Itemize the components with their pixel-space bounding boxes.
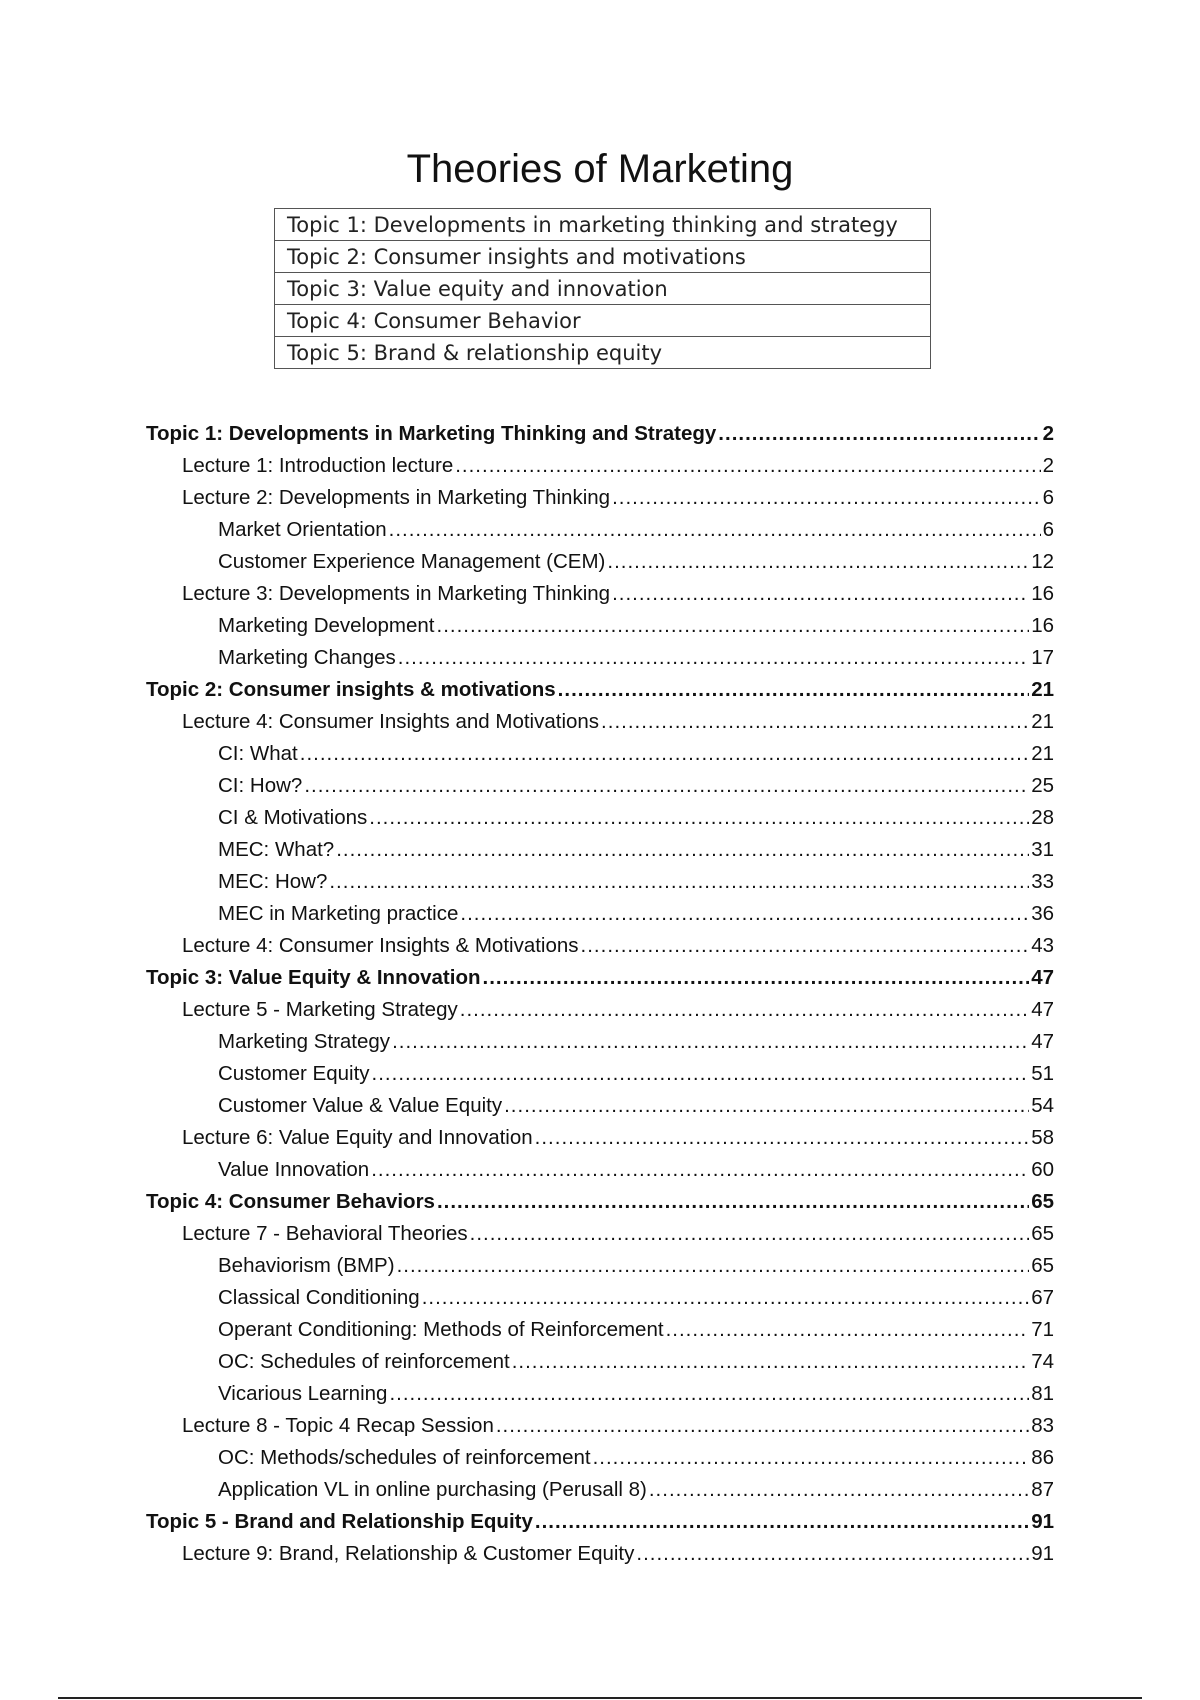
toc-entry[interactable] (146, 802, 1054, 834)
toc-page-number: 60 (1031, 1158, 1054, 1181)
toc-dot-leader (460, 994, 1029, 1026)
topics-table-cell: Topic 2: Consumer insights and motivations (275, 241, 931, 273)
toc-entry[interactable] (146, 1442, 1054, 1474)
toc-entry-title: Classical Conditioning (218, 1286, 420, 1309)
toc-dot-leader (389, 1378, 1029, 1410)
toc-entry[interactable] (146, 418, 1054, 450)
toc-page-number: 16 (1031, 614, 1054, 637)
toc-entry[interactable] (146, 1250, 1054, 1282)
toc-entry-title: Marketing Development (218, 614, 435, 637)
toc-entry-title: Lecture 2: Developments in Marketing Thinking (182, 486, 611, 509)
toc-dot-leader (389, 514, 1041, 546)
toc-entry-title: Marketing Changes (218, 646, 396, 669)
toc-dot-leader (397, 1250, 1030, 1282)
footer-divider (58, 1697, 1142, 1699)
toc-entry[interactable] (146, 546, 1054, 578)
toc-dot-leader (304, 770, 1029, 802)
toc-page-number: 2 (1042, 454, 1054, 477)
toc-page-number: 28 (1031, 806, 1054, 829)
toc-dot-leader (329, 866, 1029, 898)
toc-page-number: 33 (1031, 870, 1054, 893)
toc-entry-title: CI & Motivations (218, 806, 368, 829)
topics-table-cell: Topic 4: Consumer Behavior (275, 305, 931, 337)
toc-dot-leader (512, 1346, 1029, 1378)
toc-entry[interactable] (146, 1506, 1054, 1538)
toc-entry[interactable] (146, 674, 1054, 706)
toc-entry-title: MEC: What? (218, 838, 335, 861)
toc-entry-title: Lecture 4: Consumer Insights and Motivations (182, 710, 600, 733)
toc-dot-leader (601, 706, 1029, 738)
toc-entry[interactable] (146, 706, 1054, 738)
toc-dot-leader (398, 642, 1029, 674)
toc-dot-leader (607, 546, 1029, 578)
toc-entry[interactable] (146, 1154, 1054, 1186)
toc-entry[interactable] (146, 1410, 1054, 1442)
toc-page-number: 65 (1031, 1254, 1054, 1277)
toc-entry[interactable] (146, 994, 1054, 1026)
toc-dot-leader (336, 834, 1029, 866)
toc-dot-leader (593, 1442, 1030, 1474)
toc-dot-leader (437, 1186, 1029, 1218)
toc-page-number: 83 (1031, 1414, 1054, 1437)
toc-dot-leader (437, 610, 1030, 642)
toc-entry[interactable] (146, 1186, 1054, 1218)
toc-dot-leader (483, 962, 1030, 994)
toc-page-number: 87 (1031, 1478, 1054, 1501)
toc-entry[interactable] (146, 1026, 1054, 1058)
toc-entry-title: CI: What (218, 742, 298, 765)
toc-dot-leader (612, 482, 1041, 514)
toc-page-number: 65 (1031, 1190, 1054, 1213)
topics-table-cell: Topic 3: Value equity and innovation (275, 273, 931, 305)
toc-entry[interactable] (146, 1122, 1054, 1154)
toc-page-number: 91 (1031, 1510, 1054, 1533)
toc-entry-title: Lecture 5 - Marketing Strategy (182, 998, 458, 1021)
toc-entry[interactable] (146, 1090, 1054, 1122)
toc-dot-leader (372, 1058, 1030, 1090)
toc-entry-title: Behaviorism (BMP) (218, 1254, 395, 1277)
toc-entry-title: MEC in Marketing practice (218, 902, 459, 925)
toc-page-number: 12 (1031, 550, 1054, 573)
toc-entry-title: Lecture 7 - Behavioral Theories (182, 1222, 468, 1245)
toc-entry[interactable] (146, 1218, 1054, 1250)
table-of-contents (146, 418, 1054, 1570)
toc-page-number: 47 (1031, 966, 1054, 989)
toc-page-number: 65 (1031, 1222, 1054, 1245)
toc-page-number: 67 (1031, 1286, 1054, 1309)
toc-entry[interactable] (146, 898, 1054, 930)
toc-entry-title: Operant Conditioning: Methods of Reinforcement (218, 1318, 664, 1341)
toc-entry[interactable] (146, 738, 1054, 770)
toc-entry[interactable] (146, 930, 1054, 962)
toc-entry-title: Lecture 1: Introduction lecture (182, 454, 454, 477)
toc-page-number: 21 (1031, 742, 1054, 765)
toc-entry[interactable] (146, 482, 1054, 514)
toc-entry-title: Customer Equity (218, 1062, 370, 1085)
toc-page-number: 31 (1031, 838, 1054, 861)
toc-page-number: 16 (1031, 582, 1054, 605)
toc-page-number: 81 (1031, 1382, 1054, 1405)
toc-entry-title: Lecture 4: Consumer Insights & Motivations (182, 934, 579, 957)
toc-entry-title: Lecture 8 - Topic 4 Recap Session (182, 1414, 494, 1437)
topics-table-row (275, 209, 931, 241)
toc-entry-title: Topic 3: Value Equity & Innovation (146, 966, 481, 989)
toc-page-number: 74 (1031, 1350, 1054, 1373)
toc-dot-leader (392, 1026, 1029, 1058)
toc-dot-leader (300, 738, 1029, 770)
toc-dot-leader (470, 1218, 1030, 1250)
toc-entry-title: Customer Experience Management (CEM) (218, 550, 606, 573)
toc-dot-leader (636, 1538, 1029, 1570)
toc-dot-leader (455, 450, 1040, 482)
toc-page-number: 47 (1031, 1030, 1054, 1053)
toc-entry-title: Lecture 9: Brand, Relationship & Customer Equity (182, 1542, 635, 1565)
toc-dot-leader (649, 1474, 1029, 1506)
toc-entry[interactable] (146, 1058, 1054, 1090)
toc-entry[interactable] (146, 610, 1054, 642)
toc-entry[interactable] (146, 1314, 1054, 1346)
toc-dot-leader (371, 1154, 1029, 1186)
toc-entry[interactable] (146, 1538, 1054, 1570)
toc-entry[interactable] (146, 834, 1054, 866)
toc-entry[interactable] (146, 450, 1054, 482)
toc-entry-title: Vicarious Learning (218, 1382, 388, 1405)
toc-page-number: 54 (1031, 1094, 1054, 1117)
toc-dot-leader (422, 1282, 1030, 1314)
toc-dot-leader (535, 1506, 1029, 1538)
toc-entry-title: Topic 1: Developments in Marketing Thinking and Strategy (146, 422, 717, 445)
toc-dot-leader (612, 578, 1029, 610)
topics-table-row (275, 305, 931, 337)
toc-page-number: 17 (1031, 646, 1054, 669)
toc-page-number: 25 (1031, 774, 1054, 797)
toc-page-number: 43 (1031, 934, 1054, 957)
topics-table-row (275, 241, 931, 273)
toc-dot-leader (504, 1090, 1029, 1122)
toc-page-number: 6 (1042, 518, 1054, 541)
toc-entry[interactable] (146, 514, 1054, 546)
toc-dot-leader (718, 418, 1040, 450)
toc-entry[interactable] (146, 578, 1054, 610)
toc-entry-title: OC: Methods/schedules of reinforcement (218, 1446, 591, 1469)
toc-page-number: 47 (1031, 998, 1054, 1021)
toc-entry[interactable] (146, 962, 1054, 994)
toc-entry[interactable] (146, 1474, 1054, 1506)
toc-entry[interactable] (146, 770, 1054, 802)
toc-entry-title: Customer Value & Value Equity (218, 1094, 503, 1117)
toc-entry[interactable] (146, 1378, 1054, 1410)
toc-page-number: 51 (1031, 1062, 1054, 1085)
topics-table-row (275, 273, 931, 305)
toc-dot-leader (460, 898, 1029, 930)
toc-entry[interactable] (146, 1346, 1054, 1378)
toc-page-number: 2 (1042, 422, 1054, 445)
toc-dot-leader (666, 1314, 1030, 1346)
toc-page-number: 36 (1031, 902, 1054, 925)
toc-entry-title: OC: Schedules of reinforcement (218, 1350, 510, 1373)
document-title: Theories of Marketing (406, 147, 794, 191)
toc-dot-leader (535, 1122, 1030, 1154)
toc-entry-title: Application VL in online purchasing (Perusall 8) (218, 1478, 647, 1501)
topics-table-cell: Topic 5: Brand & relationship equity (275, 337, 931, 369)
toc-page-number: 86 (1031, 1446, 1054, 1469)
topics-table-row (275, 337, 931, 369)
toc-entry-title: Topic 4: Consumer Behaviors (146, 1190, 435, 1213)
toc-page-number: 58 (1031, 1126, 1054, 1149)
toc-dot-leader (558, 674, 1030, 706)
toc-entry-title: CI: How? (218, 774, 303, 797)
toc-entry[interactable] (146, 642, 1054, 674)
toc-entry-title: Lecture 6: Value Equity and Innovation (182, 1126, 533, 1149)
toc-entry-title: Lecture 3: Developments in Marketing Thinking (182, 582, 611, 605)
toc-entry-title: Topic 2: Consumer insights & motivations (146, 678, 556, 701)
toc-entry-title: Value Innovation (218, 1158, 370, 1181)
toc-dot-leader (496, 1410, 1029, 1442)
toc-page-number: 21 (1031, 710, 1054, 733)
toc-entry-title: MEC: How? (218, 870, 328, 893)
toc-dot-leader (369, 802, 1029, 834)
toc-page-number: 71 (1031, 1318, 1054, 1341)
toc-entry-title: Topic 5 - Brand and Relationship Equity (146, 1510, 533, 1533)
toc-entry-title: Marketing Strategy (218, 1030, 391, 1053)
toc-entry[interactable] (146, 866, 1054, 898)
toc-entry-title: Market Orientation (218, 518, 387, 541)
toc-dot-leader (581, 930, 1030, 962)
toc-entry[interactable] (146, 1282, 1054, 1314)
toc-page-number: 21 (1031, 678, 1054, 701)
toc-page-number: 6 (1042, 486, 1054, 509)
topics-table-cell: Topic 1: Developments in marketing thinking and strategy (275, 209, 931, 241)
toc-page-number: 91 (1031, 1542, 1054, 1565)
topics-table (274, 208, 931, 369)
